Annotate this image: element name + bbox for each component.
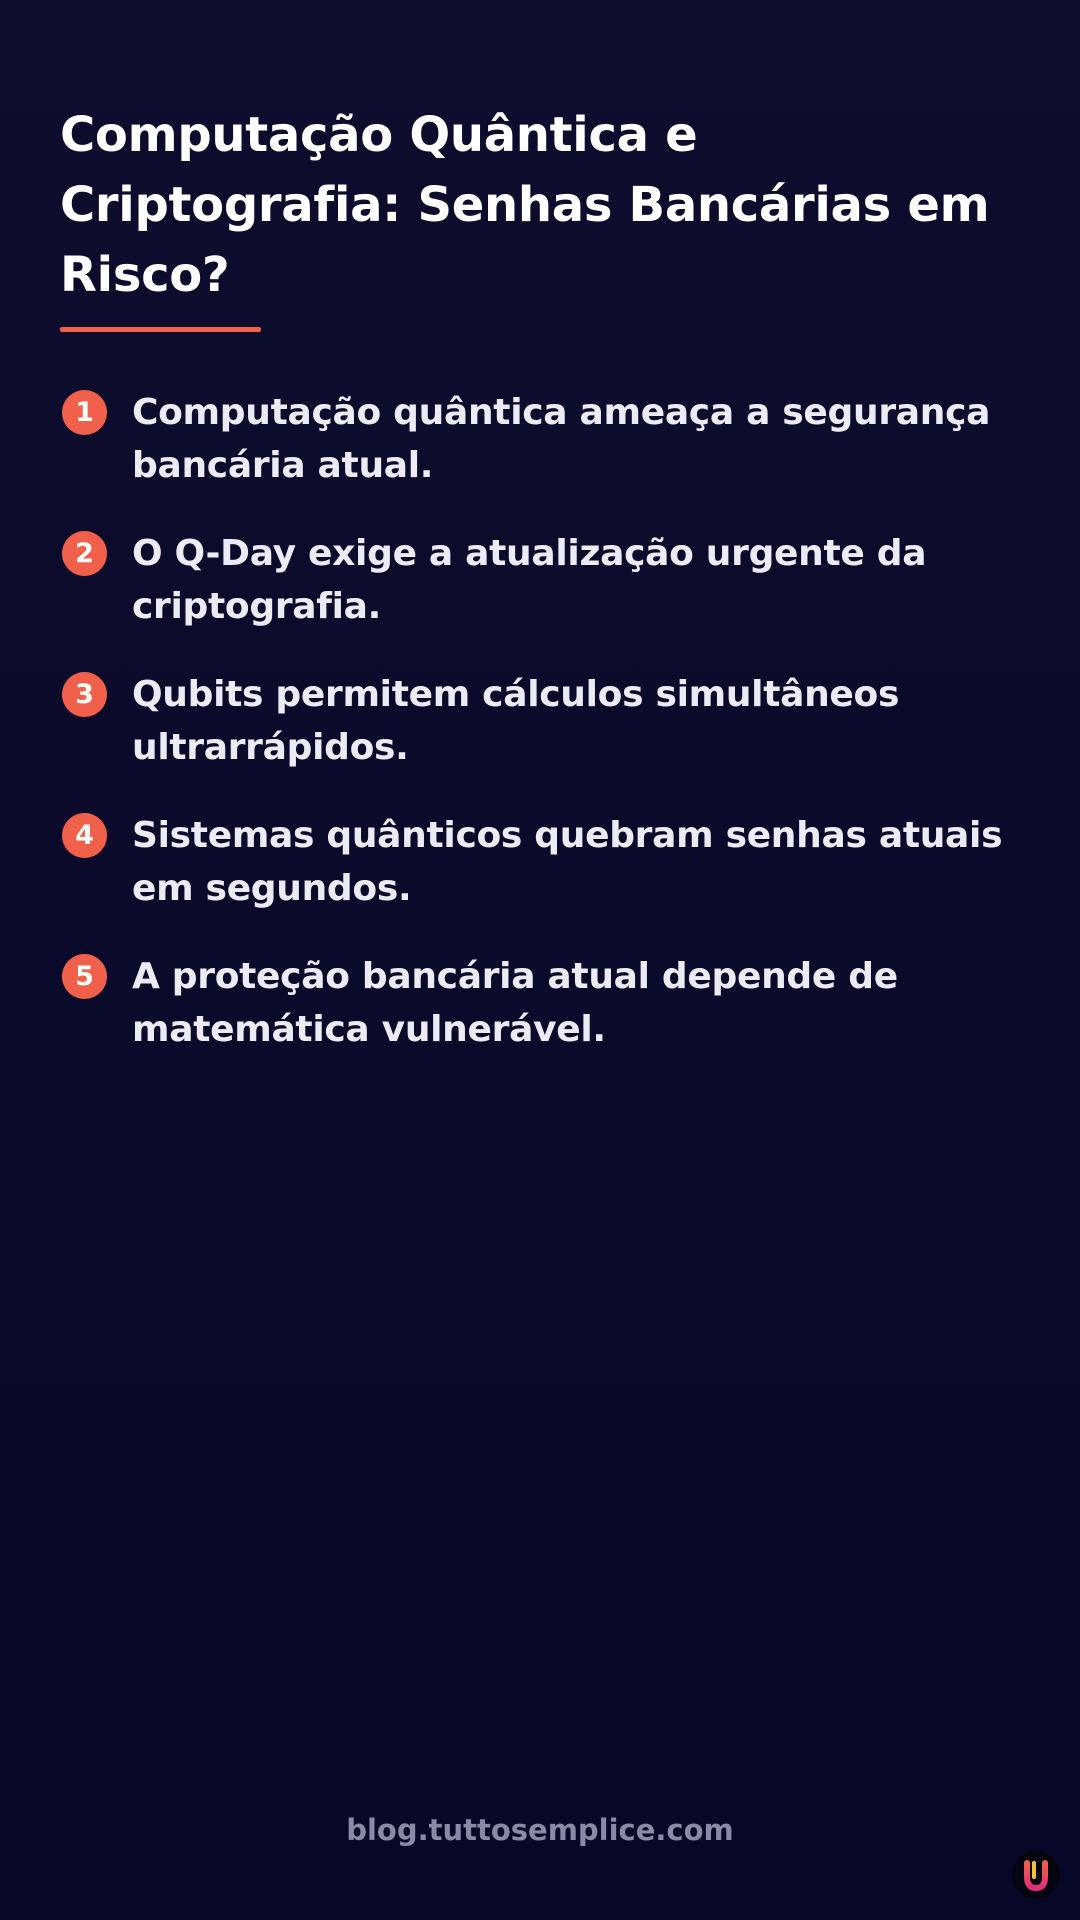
list-item — [60, 805, 1020, 946]
list-item — [60, 946, 1020, 1087]
point-text: Computação quântica ameaça a segurança bancária atual. — [132, 392, 991, 486]
point-number-badge: 1 — [62, 390, 107, 435]
point-number-badge: 2 — [62, 531, 107, 576]
footer-url: blog.tuttosemplice.com — [346, 1813, 734, 1847]
point-number-badge: 5 — [62, 954, 107, 999]
title-underline — [60, 327, 261, 332]
point-text: Sistemas quânticos quebram senhas atuais em segundos. — [132, 815, 1003, 909]
point-text: O Q-Day exige a atualização urgente da criptografia. — [132, 533, 927, 627]
point-text: A proteção bancária atual depende de matemática vulnerável. — [132, 956, 898, 1050]
list-item — [60, 523, 1020, 664]
tuttosemplice-logo-icon — [1012, 1851, 1060, 1899]
page-title: Computação Quântica e Criptografia: Senhas Bancárias em Risco? — [60, 107, 990, 303]
point-number-badge: 3 — [62, 672, 107, 717]
point-text: Qubits permitem cálculos simultâneos ultrarrápidos. — [132, 674, 900, 768]
list-item — [60, 664, 1020, 805]
list-item — [60, 382, 1020, 523]
point-number-badge: 4 — [62, 813, 107, 858]
key-points-list — [60, 382, 1020, 1087]
